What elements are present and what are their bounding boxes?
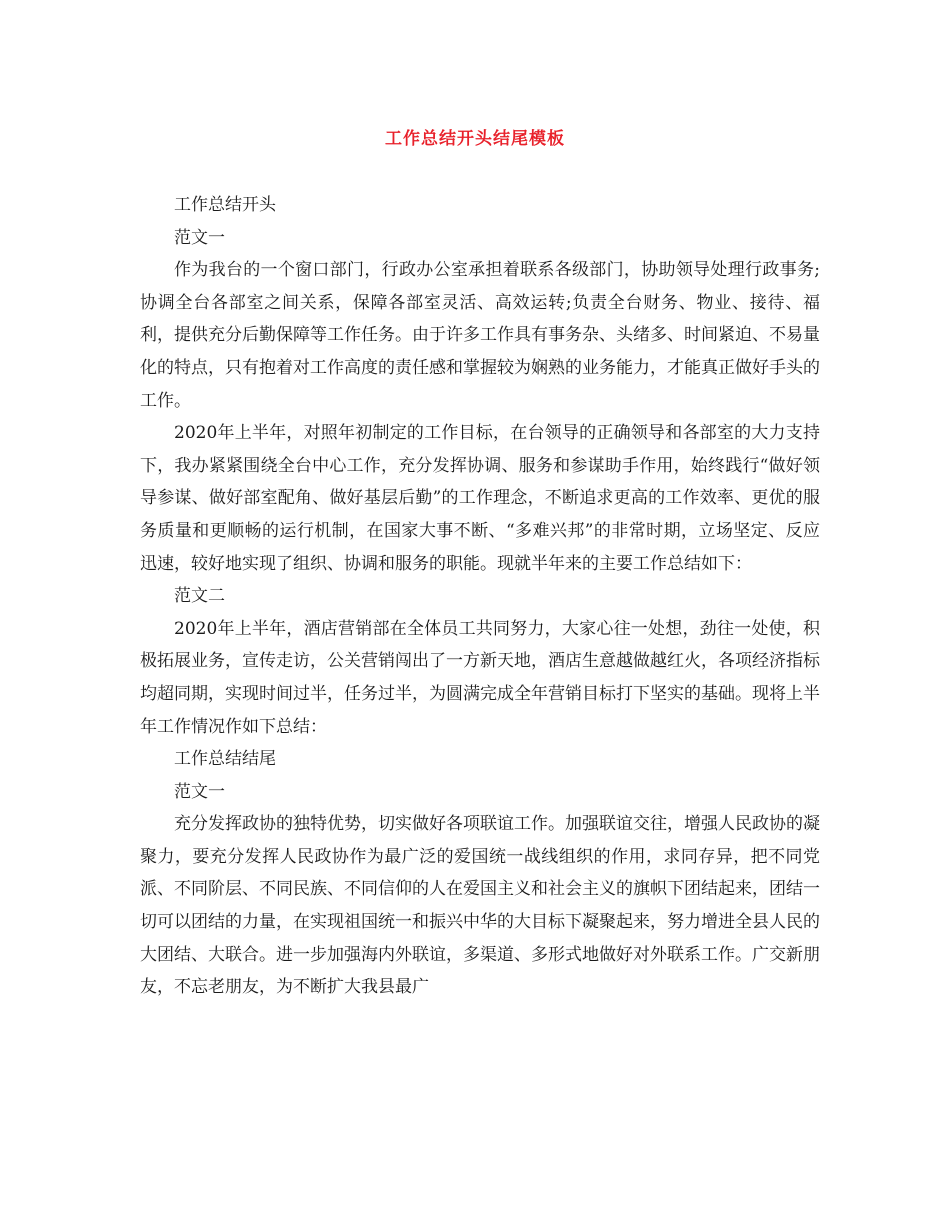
body-paragraph: 充分发挥政协的独特优势，切实做好各项联谊工作。加强联谊交往，增强人民政协的凝聚力，要充分发挥人民政协作为最广泛的爱国统一战线组织的作用，求同存异，把不同党派、不同阶层、不同民族、不同信仰的人在爱国主义和社会主义的旗帜下团结起来，团结一切可以团结的力量，在实现祖国统一和振兴中华的大目标下凝聚起来，努力增进全县人民的大团结、大联合。进一步加强海内外联谊，多渠道、多形式地做好对外联系工作。广交新朋友，不忘老朋友，为不断扩大我县最广: [140, 814, 820, 998]
section-heading-opening: 工作总结开头: [174, 195, 276, 215]
sample-label: 范文二: [174, 586, 225, 607]
body-paragraph: 2020年上半年，对照年初制定的工作目标，在台领导的正确领导和各部室的大力支持下，我办紧紧围绕全台中心工作，充分发挥协调、服务和参谋助手作用，始终践行“做好领导参谋、做好部室配角、做好基层后勤”的工作理念，不断追求更高的工作效率、更优的服务质量和更顺畅的运行机制，在国家大事不断、“多难兴邦”的非常时期，立场坚定、反应迅速，较好地实现了组织、协调和服务的职能。现就半年来的主要工作总结如下：: [140, 423, 820, 574]
body-paragraph: 作为我台的一个窗口部门，行政办公室承担着联系各级部门，协助领导处理行政事务;协调全台各部室之间关系，保障各部室灵活、高效运转;负责全台财务、物业、接待、福利，提供充分后勤保障等工作任务。由于许多工作具有事务杂、头绪多、时间紧迫、不易量化的特点，只有抱着对工作高度的责任感和掌握较为娴熟的业务能力，才能真正做好手头的工作。: [140, 260, 820, 411]
document-title: 工作总结开头结尾模板: [385, 129, 565, 149]
sample-label: 范文一: [174, 781, 225, 802]
sample-label: 范文一: [174, 227, 225, 248]
section-heading-closing: 工作总结结尾: [174, 749, 276, 770]
document-body: [140, 189, 820, 1004]
body-paragraph: 2020年上半年，酒店营销部在全体员工共同努力，大家心往一处想，劲往一处使，积极拓展业务，宣传走访，公关营销闯出了一方新天地，酒店生意越做越红火，各项经济指标均超同期，实现时间过半，任务过半，为圆满完成全年营销目标打下坚实的基础。现将上半年工作情况作如下总结：: [140, 618, 820, 737]
